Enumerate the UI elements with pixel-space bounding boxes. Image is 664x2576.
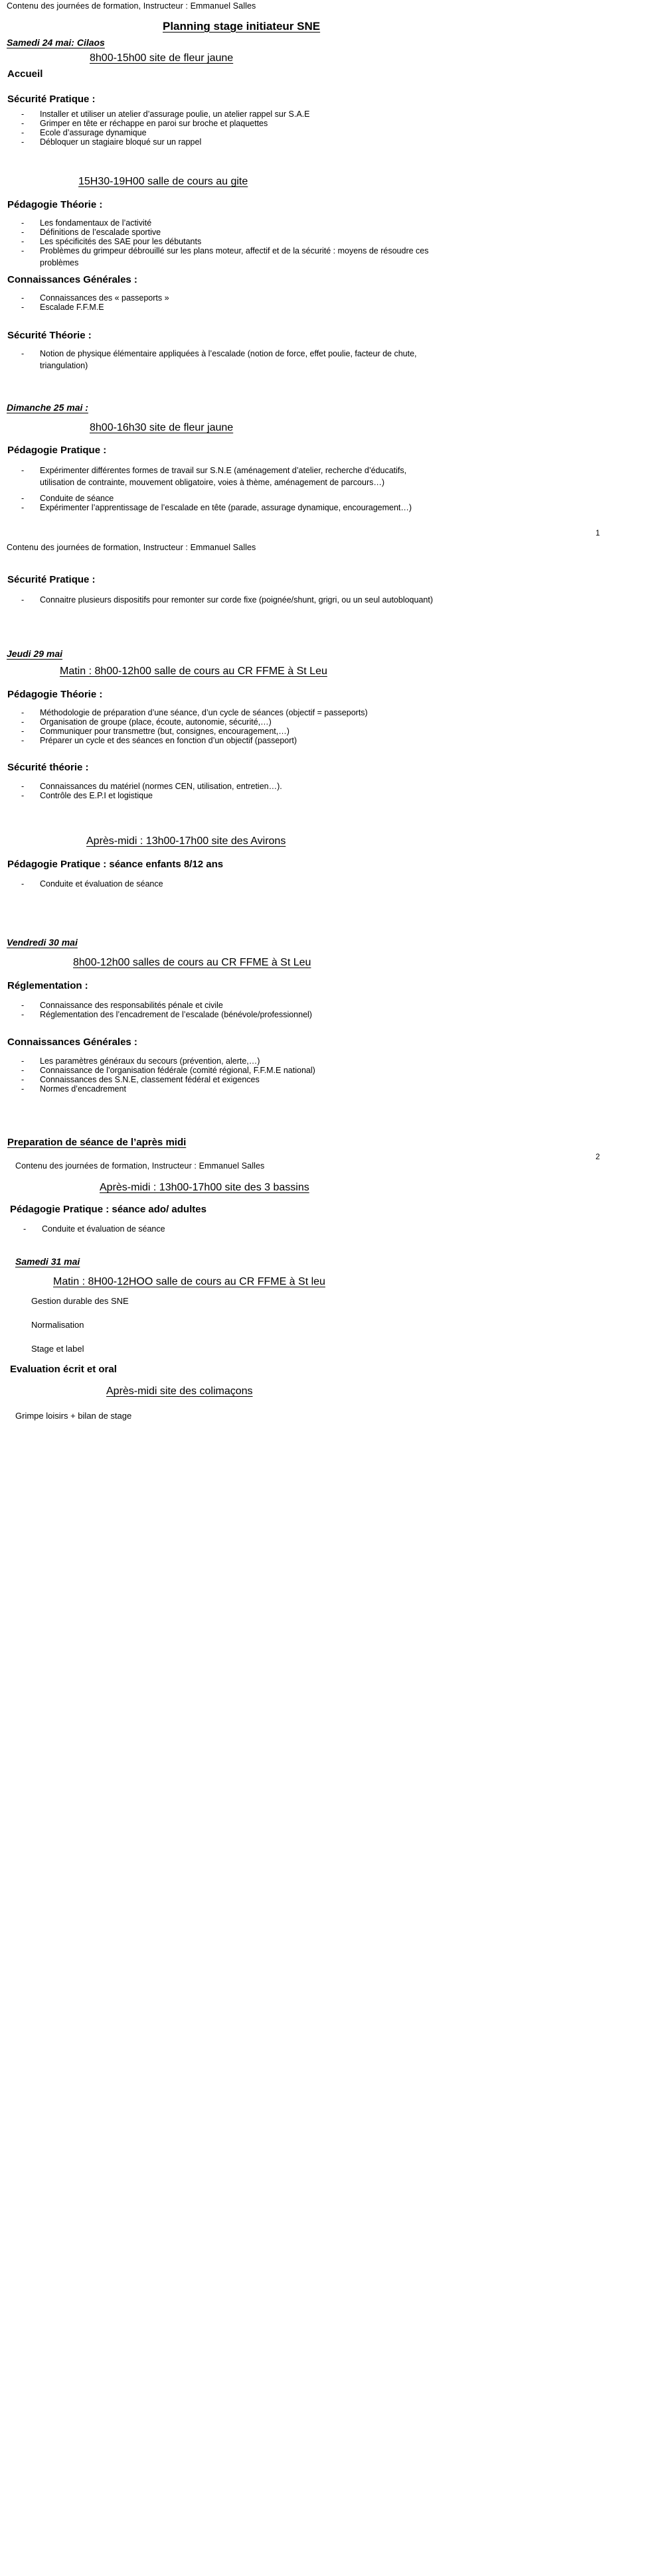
day-heading: Samedi 24 mai: Cilaos <box>7 37 105 48</box>
running-head: Contenu des journées de formation, Instructeur : Emmanuel Salles <box>7 1 256 11</box>
list-item <box>21 348 436 372</box>
session-heading: Après-midi site des colimaçons <box>106 1386 253 1397</box>
section-heading: Pédagogie Théorie : <box>7 199 103 210</box>
bullet-dash: - <box>21 109 25 119</box>
list-item-text: Conduite et évaluation de séance <box>42 1224 165 1234</box>
list-item <box>21 735 486 747</box>
list-item <box>21 136 486 148</box>
evaluation-heading: Evaluation écrit et oral <box>10 1364 117 1375</box>
bullet-dash: - <box>21 1075 25 1084</box>
section-heading: Sécurité Pratique : <box>7 574 96 585</box>
list-item-text: Les spécificités des SAE pour les débutants <box>40 237 202 246</box>
bullet-dash: - <box>21 1084 25 1094</box>
list-item <box>21 301 486 313</box>
day-heading: Jeudi 29 mai <box>7 648 63 659</box>
bullet-dash: - <box>21 791 25 800</box>
list-item-text: Définitions de l’escalade sportive <box>40 228 161 237</box>
list-item-text: Expérimenter l’apprentissage de l’escalade en tête (parade, assurage dynamique, encouragement…) <box>40 503 412 512</box>
section-heading: Pédagogie Pratique : séance ado/ adultes <box>10 1204 207 1215</box>
list-item-text: Connaissances des « passeports » <box>40 293 169 303</box>
list-item-text: Communiquer pour transmettre (but, consignes, encouragement,…) <box>40 727 290 736</box>
bullet-dash: - <box>21 119 25 128</box>
section-heading: Pédagogie Pratique : séance enfants 8/12 ans <box>7 859 224 870</box>
list-item: Normalisation <box>31 1320 84 1330</box>
session-heading: 8h00-12h00 salles de cours au CR FFME à St Leu <box>73 957 311 968</box>
list-item <box>21 465 443 488</box>
section-heading: Pédagogie Théorie : <box>7 689 103 700</box>
bullet-dash: - <box>21 246 25 255</box>
bullet-dash: - <box>21 1056 25 1066</box>
list-item-text: Escalade F.F.M.E <box>40 303 104 312</box>
list-item <box>21 1083 486 1095</box>
preparation-heading: Preparation de séance de l’après midi <box>7 1137 187 1148</box>
session-heading: Après-midi : 13h00-17h00 site des 3 bassins <box>100 1182 309 1193</box>
section-heading: Réglementation : <box>7 980 88 991</box>
list-item-text: Notion de physique élémentaire appliquées à l’escalade (notion de force, effet poulie, facteur de chute, triangulation) <box>40 349 417 371</box>
list-item-text: Normes d’encadrement <box>40 1084 126 1094</box>
list-item: Grimpe loisirs + bilan de stage <box>15 1411 132 1421</box>
list-item-text: Expérimenter différentes formes de travail sur S.N.E (aménagement d’atelier, recherche d’éducatifs, utilisation de contrainte, mouvement obligatoire, voies à thème, aménagement de parcours…) <box>40 466 407 488</box>
page-number: 2 <box>596 1153 600 1161</box>
bullet-dash: - <box>21 349 25 358</box>
running-head: Contenu des journées de formation, Instructeur : Emmanuel Salles <box>15 1161 265 1171</box>
section-heading: Sécurité théorie : <box>7 762 89 773</box>
day-heading: Samedi 31 mai <box>15 1256 80 1267</box>
list-item <box>21 594 459 606</box>
list-item-text: Connaissance des responsabilités pénale et civile <box>40 1001 223 1010</box>
section-heading: Connaissances Générales : <box>7 274 137 285</box>
list-item <box>21 502 420 514</box>
list-item-text: Organisation de groupe (place, écoute, autonomie, sécurité,…) <box>40 717 272 727</box>
bullet-dash: - <box>23 1224 27 1234</box>
session-heading: 8h00-16h30 site de fleur jaune <box>90 422 234 433</box>
section-heading: Sécurité Pratique : <box>7 94 96 105</box>
page-number: 1 <box>596 530 600 537</box>
list-item: Gestion durable des SNE <box>31 1296 129 1306</box>
bullet-dash: - <box>21 128 25 137</box>
session-heading: Matin : 8H00-12HOO salle de cours au CR FFME à St leu <box>53 1276 325 1287</box>
bullet-dash: - <box>21 736 25 745</box>
bullet-dash: - <box>21 1066 25 1075</box>
list-item-text: Connaissances du matériel (normes CEN, utilisation, entretien…). <box>40 782 282 791</box>
bullet-dash: - <box>21 237 25 246</box>
list-item: Stage et label <box>31 1344 84 1354</box>
list-item-text: Préparer un cycle et des séances en fonction d’un objectif (passeport) <box>40 736 297 745</box>
bullet-dash: - <box>21 503 25 512</box>
list-item-text: Les fondamentaux de l’activité <box>40 218 152 228</box>
session-heading: Après-midi : 13h00-17h00 site des Avirons <box>86 835 286 847</box>
bullet-dash: - <box>21 879 25 889</box>
list-item <box>21 245 436 269</box>
day-heading: Dimanche 25 mai : <box>7 402 88 413</box>
bullet-dash: - <box>21 218 25 228</box>
list-item-text: Conduite et évaluation de séance <box>40 879 163 889</box>
running-head: Contenu des journées de formation, Instructeur : Emmanuel Salles <box>7 543 256 552</box>
session-heading: 15H30-19H00 salle de cours au gite <box>78 176 248 187</box>
bullet-dash: - <box>21 708 25 717</box>
section-heading: Pédagogie Pratique : <box>7 445 107 456</box>
bullet-dash: - <box>21 137 25 147</box>
bullet-dash: - <box>21 466 25 475</box>
section-heading: Sécurité Théorie : <box>7 330 92 341</box>
bullet-dash: - <box>21 1010 25 1019</box>
section-heading: Connaissances Générales : <box>7 1037 137 1048</box>
list-item-text: Connaitre plusieurs dispositifs pour remonter sur corde fixe (poignée/shunt, grigri, ou un seul autobloquant) <box>40 595 433 605</box>
list-item-text: Réglementation des l’encadrement de l’escalade (bénévole/professionnel) <box>40 1010 312 1019</box>
bullet-dash: - <box>21 494 25 503</box>
list-item-text: Conduite de séance <box>40 494 114 503</box>
list-item <box>23 1223 488 1235</box>
bullet-dash: - <box>21 1001 25 1010</box>
session-heading: Matin : 8h00-12h00 salle de cours au CR FFME à St Leu <box>60 666 327 677</box>
session-heading: 8h00-15h00 site de fleur jaune <box>90 52 234 64</box>
bullet-dash: - <box>21 717 25 727</box>
document-title: Planning stage initiateur SNE <box>163 20 321 33</box>
list-item-text: Grimper en tête er réchappe en paroi sur broche et plaquettes <box>40 119 268 128</box>
list-item-text: Installer et utiliser un atelier d’assurage poulie, un atelier rappel sur S.A.E <box>40 109 310 119</box>
bullet-dash: - <box>21 782 25 791</box>
list-item-text: Connaissances des S.N.E, classement fédéral et exigences <box>40 1075 260 1084</box>
bullet-dash: - <box>21 293 25 303</box>
list-item-text: Débloquer un stagiaire bloqué sur un rappel <box>40 137 202 147</box>
list-item-text: Ecole d’assurage dynamique <box>40 128 147 137</box>
bullet-dash: - <box>21 303 25 312</box>
bullet-dash: - <box>21 595 25 605</box>
list-item-text: Méthodologie de préparation d’une séance, d’un cycle de séances (objectif = passeports) <box>40 708 368 717</box>
list-item <box>21 790 486 802</box>
list-item-text: Contrôle des E.P.I et logistique <box>40 791 153 800</box>
list-item-text: Connaissance de l’organisation fédérale (comité régional, F.F.M.E national) <box>40 1066 315 1075</box>
list-item <box>21 878 486 890</box>
list-item <box>21 1009 486 1021</box>
list-item-text: Problèmes du grimpeur débrouillé sur les plans moteur, affectif et de la sécurité : moyens de résoudre ces problèmes <box>40 246 429 268</box>
bullet-dash: - <box>21 228 25 237</box>
day-heading: Vendredi 30 mai <box>7 937 78 948</box>
section-heading: Accueil <box>7 68 43 80</box>
list-item-text: Les paramètres généraux du secours (prévention, alerte,…) <box>40 1056 260 1066</box>
bullet-dash: - <box>21 727 25 736</box>
